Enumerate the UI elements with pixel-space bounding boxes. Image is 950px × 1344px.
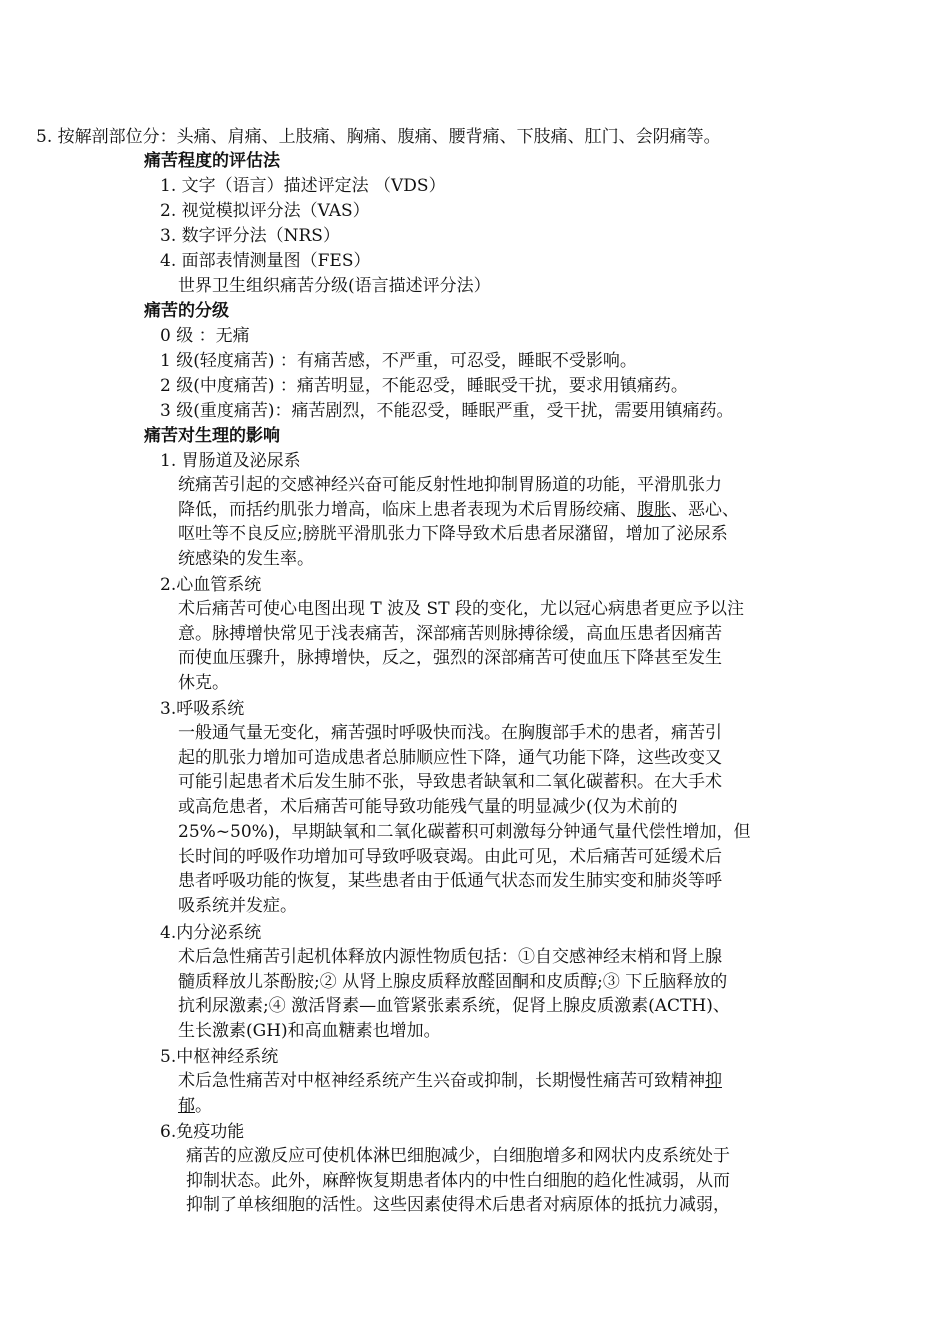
bloating-term: 腹胀 (637, 499, 671, 520)
section-title-endocrine: 4.内分泌系统 (160, 923, 262, 943)
body-text: 。 (195, 1095, 212, 1116)
body-line: 长时间的呼吸作功增加可导致呼吸衰竭。由此可见，术后痛苦可延缓术后 (178, 846, 722, 867)
assessment-item-4: 4. 面部表情测量图（FES） (160, 251, 371, 271)
body-line: 抑制状态。此外，麻醉恢复期患者体内的中性白细胞的趋化性减弱，从而 (186, 1170, 730, 1191)
body-line: 患者呼吸功能的恢复，某些患者由于低通气状态而发生肺实变和肺炎等呼 (178, 871, 722, 892)
depression-term-part2: 郁 (178, 1095, 195, 1116)
section-title-gi: 1. 胃肠道及泌尿系 (160, 451, 301, 471)
body-line (178, 1094, 722, 1119)
body-line: 统痛苦引起的交感神经兴奋可能反射性地抑制胃肠道的功能，平滑肌张力 (178, 475, 722, 495)
grade-1: 1 级(轻度痛苦) ：有痛苦感，不严重，可忍受，睡眠不受影响。 (160, 351, 637, 371)
grade-2: 2 级(中度痛苦) ：痛苦明显，不能忍受，睡眠受干扰，要求用镇痛药。 (160, 376, 688, 396)
section-body-cns (178, 1069, 722, 1118)
section-body-gi (178, 473, 739, 572)
section-title-cns: 5.中枢神经系统 (160, 1047, 279, 1067)
body-line: 术后痛苦可使心电图出现 T 波及 ST 段的变化，尤以冠心病患者更应予以注 (178, 599, 744, 619)
body-line (178, 1069, 722, 1094)
assessment-item-1: 1. 文字（语言）描述评定法 （VDS） (160, 176, 446, 196)
body-line: 呕吐等不良反应;膀胱平滑肌张力下降导致术后患者尿潴留，增加了泌尿系 (178, 524, 728, 545)
body-line: 一般通气量无变化，痛苦强时呼吸快而浅。在胸腹部手术的患者，痛苦引 (178, 723, 722, 743)
grade-0: 0 级 ：无痛 (160, 326, 250, 346)
section-title-cardio: 2.心血管系统 (160, 575, 262, 595)
body-line: 术后急性痛苦引起机体释放内源性物质包括：①自交感神经末梢和肾上腺 (178, 947, 722, 967)
body-line (178, 498, 739, 523)
body-line: 而使血压骤升，脉搏增快，反之，强烈的深部痛苦可使血压下降甚至发生 (178, 648, 722, 669)
body-line: 或高危患者，术后痛苦可能导致功能残气量的明显减少(仅为术前的 (178, 797, 678, 818)
grade-3: 3 级(重度痛苦)：痛苦剧烈，不能忍受，睡眠严重，受干扰，需要用镇痛药。 (160, 401, 734, 421)
body-line: 意。脉搏增快常见于浅表痛苦，深部痛苦则脉搏徐缓，高血压患者因痛苦 (178, 623, 722, 644)
grading-heading: 痛苦的分级 (144, 301, 229, 321)
section-title-resp: 3.呼吸系统 (160, 699, 245, 719)
effects-heading: 痛苦对生理的影响 (144, 426, 280, 446)
body-line: 可能引起患者术后发生肺不张，导致患者缺氧和二氧化碳蓄积。在大手术 (178, 772, 722, 793)
body-line: 统感染的发生率。 (178, 549, 314, 570)
section-body-endocrine (178, 945, 730, 1044)
assessment-heading: 痛苦程度的评估法 (144, 151, 280, 171)
body-text: 降低，而括约肌张力增高，临床上患者表现为术后胃肠绞痛、 (178, 499, 637, 520)
section-body-cardio (178, 597, 744, 696)
depression-term-part1: 抑 (705, 1071, 722, 1091)
assessment-item-2: 2. 视觉模拟评分法（VAS） (160, 201, 370, 221)
body-line: 生长激素(GH)和高血糖素也增加。 (178, 1021, 441, 1042)
body-line: 髓质释放儿茶酚胺;② 从肾上腺皮质释放醛固酮和皮质醇;③ 下丘脑释放的 (178, 971, 728, 992)
body-line: 25%~50%)，早期缺氧和二氧化碳蓄积可刺激每分钟通气量代偿性增加，但 (178, 821, 751, 842)
body-text: 术后急性痛苦对中枢神经系统产生兴奋或抑制，长期慢性痛苦可致精神 (178, 1071, 705, 1091)
section-body-resp (178, 721, 750, 919)
body-line: 抗利尿激素;④ 激活肾素—血管紧张素系统，促肾上腺皮质激素(ACTH)、 (178, 996, 730, 1017)
section-title-immune: 6.免疫功能 (160, 1122, 245, 1142)
who-grading-line: 世界卫生组织痛苦分级(语言描述评分法） (178, 276, 491, 296)
body-line: 起的肌张力增加可造成患者总肺顺应性下降，通气功能下降，这些改变又 (178, 747, 722, 768)
section-body-immune (186, 1144, 730, 1218)
body-text: 、恶心、 (671, 499, 739, 520)
body-line: 痛苦的应激反应可使机体淋巴细胞减少，白细胞增多和网状内皮系统处于 (186, 1146, 730, 1166)
intro-line: 5. 按解剖部位分：头痛、肩痛、上肢痛、胸痛、腹痛、腰背痛、下肢痛、肛门、会阴痛等。 (36, 127, 721, 147)
body-line: 休克。 (178, 673, 229, 694)
body-line: 吸系统并发症。 (178, 895, 297, 916)
assessment-item-3: 3. 数字评分法（NRS） (160, 226, 340, 246)
body-line: 抑制了单核细胞的活性。这些因素使得术后患者对病原体的抵抗力减弱， (186, 1195, 730, 1216)
